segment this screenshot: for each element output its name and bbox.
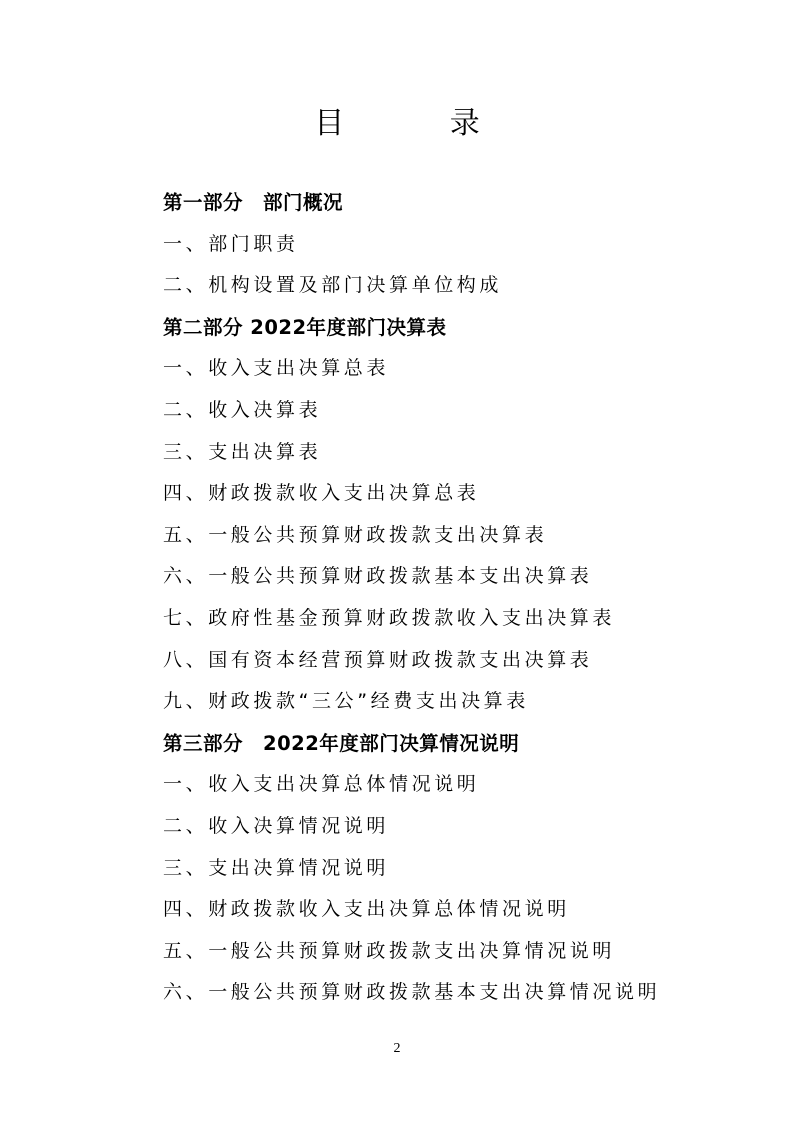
toc-item: 三、支出决算表 [163, 440, 322, 463]
toc-item: 五、一般公共预算财政拨款支出决算表 [163, 523, 548, 546]
page-title: 目 录 [314, 106, 528, 141]
toc-item: 六、一般公共预算财政拨款基本支出决算情况说明 [163, 981, 661, 1004]
page-number: 2 [393, 1041, 401, 1056]
toc-section: 第二部分 2022年度部门决算表 [163, 315, 447, 339]
toc-item: 二、收入决算情况说明 [163, 814, 390, 837]
toc-item: 一、收入支出决算总体情况说明 [163, 773, 480, 796]
toc-section: 第一部分 部门概况 [163, 191, 344, 214]
toc-item: 九、财政拨款“三公”经费支出决算表 [163, 690, 529, 713]
toc-item: 五、一般公共预算财政拨款支出决算情况说明 [163, 939, 616, 962]
toc-item: 一、收入支出决算总表 [163, 357, 390, 380]
toc-item: 四、财政拨款收入支出决算总表 [163, 482, 480, 505]
toc-item: 八、国有资本经营预算财政拨款支出决算表 [163, 648, 593, 671]
toc-item: 七、政府性基金预算财政拨款收入支出决算表 [163, 606, 616, 629]
toc-item: 一、部门职责 [163, 232, 299, 255]
toc-item: 二、收入决算表 [163, 398, 322, 421]
toc-item: 六、一般公共预算财政拨款基本支出决算表 [163, 565, 593, 588]
toc-item: 三、支出决算情况说明 [163, 856, 390, 879]
toc-section: 第三部分 2022年度部门决算情况说明 [163, 731, 520, 755]
toc-item: 四、财政拨款收入支出决算总体情况说明 [163, 898, 570, 921]
toc-item: 二、机构设置及部门决算单位构成 [163, 274, 503, 297]
table-of-contents [163, 182, 723, 1014]
